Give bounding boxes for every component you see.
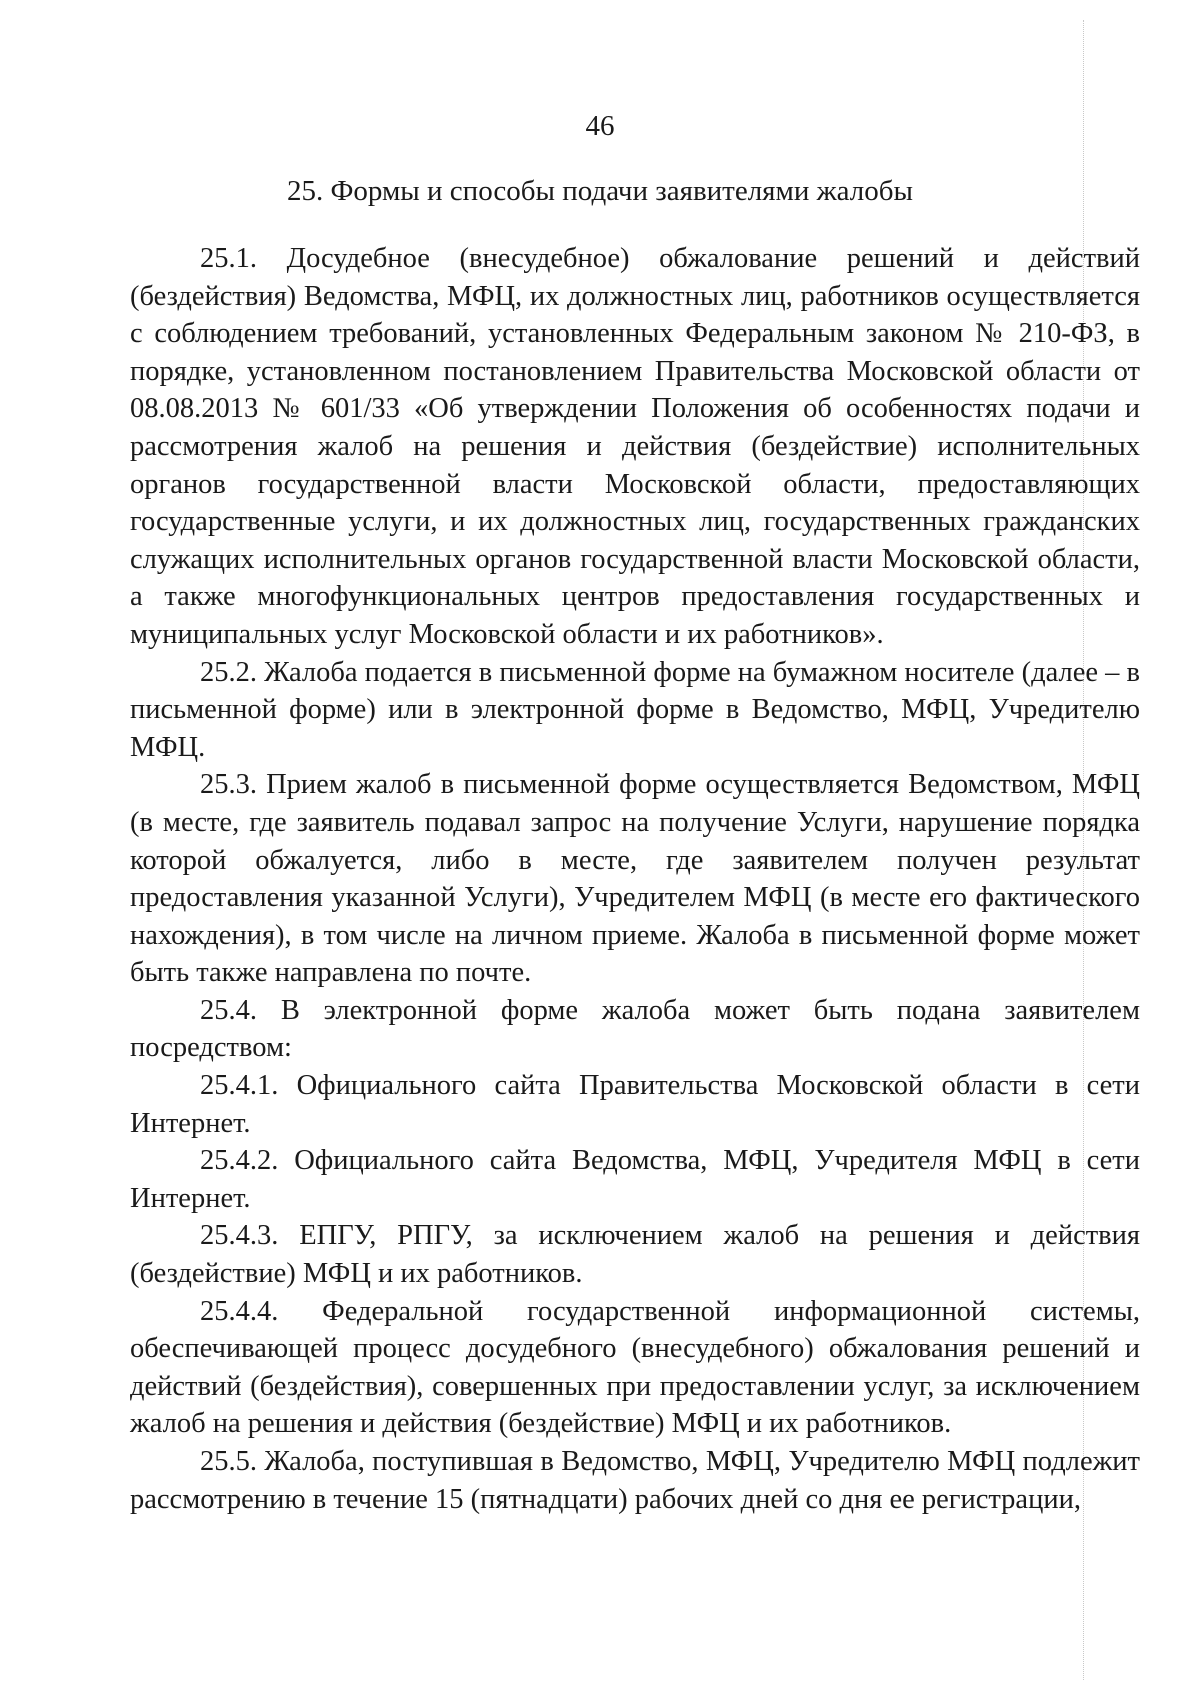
paragraph-25-1: 25.1. Досудебное (внесудебное) обжалование решений и действий (бездействия) Ведомства, МФЦ, их должностных лиц, работников осуществляется с соблюдением требований, установленных Федеральным законом № 210-ФЗ, в порядке, установленном постановлением Правительства Московской области от 08.08.2013 № 601/33 «Об утверждении Положения об особенностях подачи и рассмотрения жалоб на решения и действия (бездействие) исполнительных органов государственной власти Московской области, предоставляющих государственные услуги, и их должностных лиц, государственных гражданских служащих исполнительных органов государственной власти Московской области, а также многофункциональных центров предоставления государственных и муниципальных услуг Московской области и их работников». [130, 243, 1140, 650]
paragraph-25-3: 25.3. Прием жалоб в письменной форме осуществляется Ведомством, МФЦ (в месте, где заявитель подавал запрос на получение Услуги, нарушение порядка которой обжалуется, либо в месте, где заявителем получен результат предоставления указанной Услуги), Учредителем МФЦ (в месте его фактического нахождения), в том числе на личном приеме. Жалоба в письменной форме может быть также направлена по почте. [130, 769, 1140, 989]
paragraph-25-4-3: 25.4.3. ЕПГУ, РПГУ, за исключением жалоб на решения и действия (бездействие) МФЦ и их работников. [130, 1220, 1140, 1290]
paragraph-25-4-2: 25.4.2. Официального сайта Ведомства, МФЦ, Учредителя МФЦ в сети Интернет. [130, 1145, 1140, 1214]
paragraph-25-4: 25.4. В электронной форме жалоба может быть подана заявителем посредством: [130, 994, 1140, 1064]
section-title: 25. Формы и способы подачи заявителями жалобы [286, 175, 914, 207]
paragraph-25-2: 25.2. Жалоба подается в письменной форме на бумажном носителе (далее – в письменной форме) или в электронной форме в Ведомство, МФЦ, Учредителю МФЦ. [130, 656, 1140, 763]
document-body [130, 240, 1140, 1518]
page-number: 46 [585, 110, 615, 142]
paragraph-25-4-4: 25.4.4. Федеральной государственной информационной системы, обеспечивающей процесс досудебного (внесудебного) обжалования решений и действий (бездействия), совершенных при предоставлении услуг, за исключением жалоб на решения и действия (бездействие) МФЦ и их работников. [130, 1295, 1140, 1440]
paragraph-25-4-1: 25.4.1. Официального сайта Правительства Московской области в сети Интернет. [130, 1070, 1140, 1139]
paragraph-25-5: 25.5. Жалоба, поступившая в Ведомство, МФЦ, Учредителю МФЦ подлежит рассмотрению в течение 15 (пятнадцати) рабочих дней со дня ее регистрации, [130, 1446, 1140, 1515]
